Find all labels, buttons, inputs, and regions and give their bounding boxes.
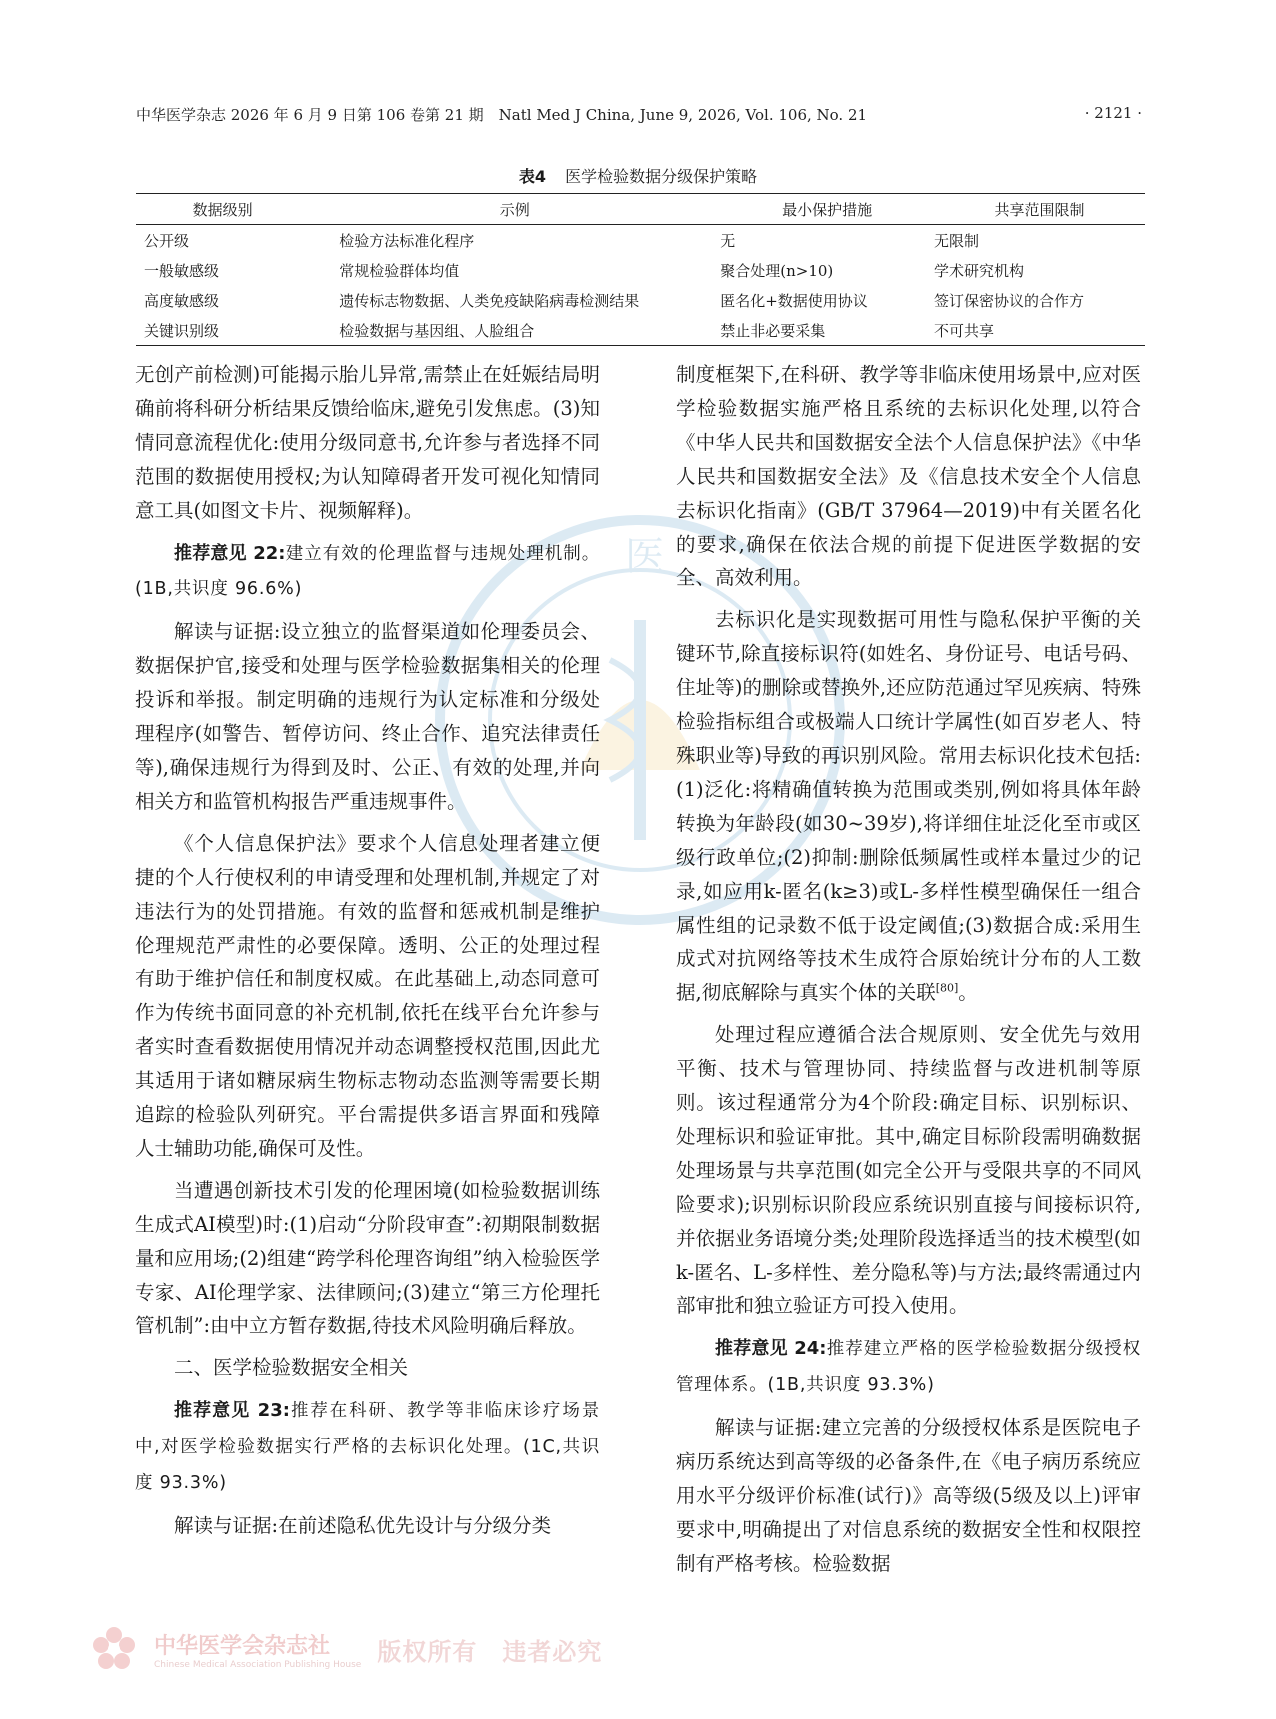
table-cell: 无限制 [933, 231, 979, 250]
watermark-glyph: 医 [625, 534, 665, 580]
recommendation-text: 推荐建立严格的医学检验数据分级授权管理体系。(1B,共识度 93.3%) [676, 1339, 1141, 1396]
table-cell: 签订保密协议的合作方 [933, 291, 1084, 310]
journal-citation: 中华医学杂志 2026 年 6 月 9 日第 106 卷第 21 期 Natl Med J China, June 9, 2026, Vol. 106, No. 21 [136, 106, 868, 124]
recommendation-23 [135, 1393, 600, 1501]
table-cell: 检验方法标准化程序 [339, 231, 475, 250]
publisher-name-en: Chinese Medical Association Publishing House [154, 1659, 362, 1670]
table-cell: 检验数据与基因组、人脸组合 [339, 321, 535, 340]
table-cell: 常规检验群体均值 [339, 261, 460, 280]
table-cell: 不可共享 [933, 321, 994, 340]
paragraph: 《个人信息保护法》要求个人信息处理者建立便捷的个人行使权利的申请受理和处理机制,并规定了对违法行为的处罚措施。有效的监督和惩戒机制是维护伦理规范严肃性的必要保障。透明、公正的处理过程有助于维护信任和制度权威。在此基础上,动态同意可作为传统书面同意的补充机制,依托在线平台允许参与者实时查看数据使用情况并动态调整授权范围,因此尤其适用于诸如糖尿病生物标志物动态监测等需要长期追踪的检验队列研究。平台需提供多语言界面和残障人士辅助功能,确保可及性。 [135, 831, 600, 1160]
section-heading: 二、医学检验数据安全相关 [174, 1356, 409, 1380]
table-cell: 高度敏感级 [144, 291, 220, 310]
recommendation-22 [135, 536, 600, 608]
table-cell: 无 [720, 231, 736, 250]
table-title: 医学检验数据分级保护策略 [565, 167, 758, 186]
right-column [676, 358, 1141, 1589]
table-label: 表4 [518, 167, 547, 186]
paragraph: 解读与证据:设立独立的监督渠道如伦理委员会、数据保护官,接受和处理与医学检验数据集相关的伦理投诉和举报。制定明确的违规行为认定标准和分级处理程序(如警告、暂停访问、终止合作、追究法律责任等),确保违规行为得到及时、公正、有效的处理,并向相关方和监管机构报告严重违规事件。 [135, 620, 600, 813]
paragraph: 处理过程应遵循合法合规原则、安全优先与效用平衡、技术与管理协同、持续监督与改进机制等原则。该过程通常分为4个阶段:确定目标、识别标识、处理标识和验证审批。其中,确定目标阶段需明确数据处理场景与共享范围(如完全公开与受限共享的不同风险要求);识别标识阶段应系统识别直接与间接标识符,并依据业务语境分类;处理阶段选择适当的技术模型(如k-匿名、L-多样性、差分隐私等)与方法;最终需通过内部审批和独立验证方可投入使用。 [676, 1023, 1141, 1318]
table-cell: 一般敏感级 [144, 261, 220, 280]
recommendation-label: 推荐意见 24: [715, 1338, 827, 1360]
table-row [136, 315, 1145, 346]
paragraph: 解读与证据:在前述隐私优先设计与分级分类 [174, 1514, 552, 1537]
paragraph-end: 。 [958, 981, 978, 1005]
left-column [135, 358, 600, 1551]
paragraph: 制度框架下,在科研、教学等非临床使用场景中,应对医学检验数据实施严格且系统的去标识化处理,以符合《中华人民共和国数据安全法个人信息保护法》《中华人民共和国数据安全法》及《信息技术安全个人信息去标识化指南》(GB/T 37964—2019)中有关匿名化的要求,确保在依法合规的前提下促进医学数据的安全、高效利用。 [676, 363, 1141, 590]
recommendation-text: 推荐在科研、教学等非临床诊疗场景中,对医学检验数据实行严格的去标识化处理。(1C,共识度 93.3%) [135, 1401, 600, 1494]
paragraph: 无创产前检测)可能揭示胎儿异常,需禁止在妊娠结局明确前将科研分析结果反馈给临床,避免引发焦虑。(3)知情同意流程优化:使用分级同意书,允许参与者选择不同范围的数据使用授权;为认知障碍者开发可视化知情同意工具(如图文卡片、视频解释)。 [135, 363, 600, 522]
recommendation-label: 推荐意见 22: [174, 542, 286, 564]
table-cell: 聚合处理(n>10) [720, 261, 834, 280]
table-cell: 禁止非必要采集 [720, 321, 826, 340]
table-cell: 遗传标志物数据、人类免疫缺陷病毒检测结果 [339, 291, 640, 310]
header-cell: 最小保护措施 [782, 200, 873, 219]
recommendation-text: 建立有效的伦理监督与违规处理机制。(1B,共识度 96.6%) [135, 543, 600, 600]
paragraph: 当遭遇创新技术引发的伦理困境(如检验数据训练生成式AI模型)时:(1)启动“分阶段审查”:初期限制数据量和应用场;(2)组建“跨学科伦理咨询组”纳入检验医学专家、AI伦理学家、法律顾问;(3)建立“第三方伦理托管机制”:由中立方暂存数据,待技术风险明确后释放。 [135, 1178, 600, 1338]
header-cell: 示例 [499, 200, 530, 219]
table-row [136, 255, 1145, 285]
paragraph: 解读与证据:建立完善的分级授权体系是医院电子病历系统达到高等级的必备条件,在《电子病历系统应用水平分级评价标准(试行)》高等级(5级及以上)评审要求中,明确提出了对信息系统的数据安全性和权限控制有严格考核。检验数据 [676, 1416, 1141, 1575]
paragraph-with-citation [676, 603, 1141, 1010]
publisher-footer [90, 1625, 602, 1673]
header-cell: 数据级别 [192, 200, 253, 219]
running-header [136, 104, 1142, 125]
publisher-name: 中华医学会杂志社 [154, 1633, 331, 1659]
table-row [136, 225, 1145, 256]
page-number: · 2121 · [1084, 104, 1142, 122]
copyright-slogan: 版权所有 违者必究 [377, 1637, 603, 1666]
table-row [136, 285, 1145, 315]
table-header-row [136, 194, 1145, 225]
recommendation-label: 推荐意见 23: [174, 1400, 290, 1422]
citation-ref: [80] [935, 981, 959, 995]
paragraph-text: 去标识化是实现数据可用性与隐私保护平衡的关键环节,除直接标识符(如姓名、身份证号、电话号码、住址等)的删除或替换外,还应防范通过罕见疾病、特殊检验指标组合或极端人口统计学属性(如百岁老人、特殊职业等)导致的再识别风险。常用去标识化技术包括:(1)泛化:将精确值转换为范围或类别,例如将具体年龄转换为年龄段(如30~39岁),将详细住址泛化至市或区级行政单位;(2)抑制:删除低频属性或样本量过少的记录,如应用k-匿名(k≥3)或L-多样性模型确保任一组合属性组的记录数不低于设定阈值;(3)数据合成:采用生成式对抗网络等技术生成符合原始统计分布的人工数据,彻底解除与真实个体的关联 [676, 608, 1141, 1005]
table-cell: 匿名化+数据使用协议 [720, 291, 868, 310]
table-cell: 关键识别级 [144, 321, 220, 340]
table-cell: 学术研究机构 [933, 261, 1024, 280]
publisher-flower-icon [90, 1625, 138, 1673]
recommendation-24 [676, 1331, 1141, 1403]
table-cell: 公开级 [144, 231, 190, 250]
protection-strategy-table [136, 193, 1145, 346]
header-cell: 共享范围限制 [994, 200, 1085, 219]
table-caption [0, 164, 1276, 187]
